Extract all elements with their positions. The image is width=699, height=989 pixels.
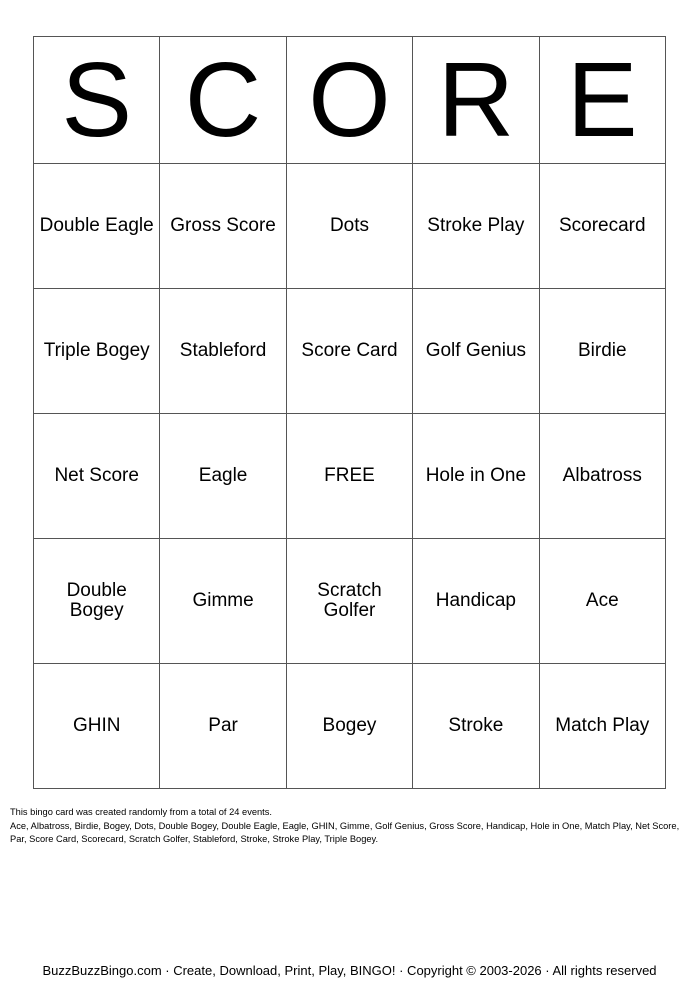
footnote-intro: This bingo card was created randomly from a total of 24 events.: [10, 807, 272, 817]
card-cell: Scorecard: [539, 164, 665, 289]
card-cell: Golf Genius: [413, 289, 539, 414]
footnote-event-list: Ace, Albatross, Birdie, Bogey, Dots, Double Bogey, Double Eagle, Eagle, GHIN, Gimme, Golf Genius, Gross Score, Handicap, Hole in One, Match Play, Net Score, Par, Score Card, Scorecard, Scratch Golfer, Stableford, Stroke, Stroke Play, Triple Bogey.: [10, 820, 680, 844]
card-row: [34, 289, 666, 414]
site-footer: BuzzBuzzBingo.com · Create, Download, Print, Play, BINGO! · Copyright © 2003-2026 · All rights reserved: [42, 963, 657, 978]
card-row: [34, 164, 666, 289]
card-cell: Handicap: [413, 539, 539, 664]
card-cell: Double Eagle: [34, 164, 160, 289]
card-row: [34, 414, 666, 539]
card-cell: Gimme: [160, 539, 286, 664]
card-cell: Dots: [286, 164, 412, 289]
card-cell: Ace: [539, 539, 665, 664]
card-cell: Hole in One: [413, 414, 539, 539]
card-cell: Gross Score: [160, 164, 286, 289]
card-row: [34, 539, 666, 664]
card-cell: Stableford: [160, 289, 286, 414]
card-cell: GHIN: [34, 664, 160, 789]
card-footnote: [10, 806, 692, 847]
card-cell: Triple Bogey: [34, 289, 160, 414]
card-cell: Double Bogey: [34, 539, 160, 664]
card-cell: Stroke: [413, 664, 539, 789]
card-cell: Score Card: [286, 289, 412, 414]
card-row: [34, 664, 666, 789]
header-letter-e: E: [539, 37, 665, 164]
card-cell: Eagle: [160, 414, 286, 539]
header-letter-c: C: [160, 37, 286, 164]
card-cell: Birdie: [539, 289, 665, 414]
header-letter-s: S: [34, 37, 160, 164]
card-cell: Bogey: [286, 664, 412, 789]
bingo-card: [33, 36, 666, 789]
card-cell: Scratch Golfer: [286, 539, 412, 664]
card-cell: Albatross: [539, 414, 665, 539]
card-cell: Stroke Play: [413, 164, 539, 289]
header-letter-r: R: [413, 37, 539, 164]
free-space-cell: FREE: [286, 414, 412, 539]
card-cell: Net Score: [34, 414, 160, 539]
header-letter-o: O: [286, 37, 412, 164]
card-cell: Par: [160, 664, 286, 789]
header-row: [34, 37, 666, 164]
card-cell: Match Play: [539, 664, 665, 789]
